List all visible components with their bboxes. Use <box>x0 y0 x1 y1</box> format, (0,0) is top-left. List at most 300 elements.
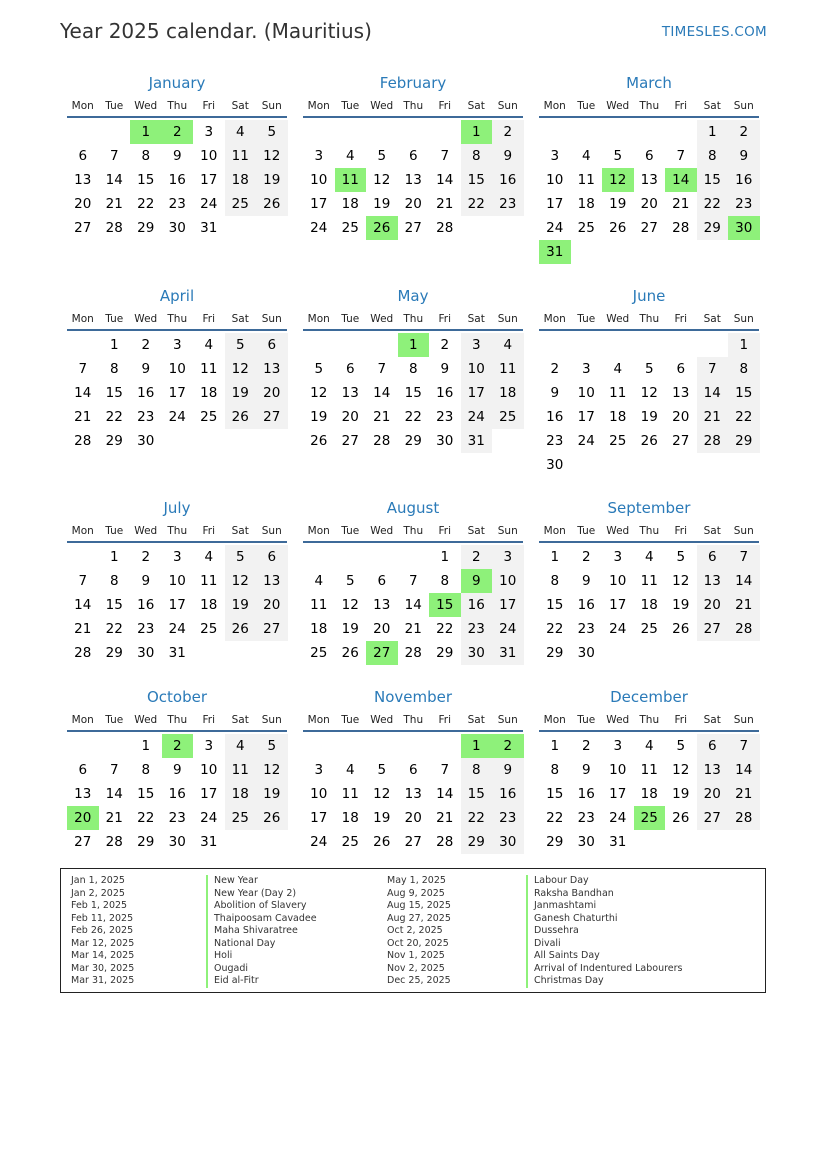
day-cell: 15 <box>697 168 729 192</box>
day-cell: 23 <box>168 196 186 212</box>
month-title: January <box>148 74 206 92</box>
weekday-label: Sun <box>261 714 282 726</box>
day-cell: 19 <box>256 168 288 192</box>
weekday-label: Sun <box>497 714 518 726</box>
day-cell: 28 <box>697 429 729 453</box>
weekday-label: Sun <box>261 525 282 537</box>
day-cell: 11 <box>577 172 595 188</box>
day-cell: 5 <box>225 333 257 357</box>
month-rule <box>539 541 759 543</box>
weekday-label: Sun <box>497 100 518 112</box>
day-cell: 5 <box>377 148 387 164</box>
weekday-label: Wed <box>606 714 630 726</box>
weekday-label: Fri <box>438 714 451 726</box>
day-cell: 4 <box>225 120 257 144</box>
day-cell: 11 <box>200 361 218 377</box>
day-cell: 5 <box>613 148 623 164</box>
weekday-header <box>303 713 523 727</box>
day-cell: 11 <box>200 573 218 589</box>
day-cell: 20 <box>697 782 729 806</box>
weekday-label: Wed <box>606 525 630 537</box>
weekday-label: Sun <box>733 525 754 537</box>
day-cell: 27 <box>256 617 288 641</box>
day-cell: 2 <box>728 120 760 144</box>
day-cell: 30 <box>461 641 493 665</box>
weekday-label: Wed <box>370 313 394 325</box>
holiday-name: Ganesh Chaturthi <box>526 913 618 926</box>
day-cell: 15 <box>404 385 422 401</box>
day-cell: 13 <box>404 172 422 188</box>
day-cell: 29 <box>137 220 155 236</box>
weekday-label: Wed <box>370 714 394 726</box>
holiday-name: Ougadi <box>206 963 248 976</box>
weekday-label: Sat <box>703 525 721 537</box>
day-cell: 22 <box>461 192 493 216</box>
day-cell: 29 <box>105 645 123 661</box>
month-title: March <box>626 74 672 92</box>
day-cell: 12 <box>640 385 658 401</box>
day-cell: 23 <box>577 810 595 826</box>
day-cell: 21 <box>672 196 690 212</box>
day-cell: 12 <box>373 172 391 188</box>
day-cell: 5 <box>256 120 288 144</box>
day-cell: 6 <box>676 361 686 377</box>
day-cell: 26 <box>640 433 658 449</box>
day-cell: 18 <box>609 409 627 425</box>
day-cell: 18 <box>200 597 218 613</box>
holiday-name: Maha Shivaratree <box>206 925 298 938</box>
day-cell: 15 <box>105 385 123 401</box>
day-cell: 11 <box>310 597 328 613</box>
day-cell: 16 <box>137 597 155 613</box>
day-cell: 2 <box>492 120 524 144</box>
day-cell: 13 <box>341 385 359 401</box>
weekday-label: Tue <box>105 313 124 325</box>
holiday-day-cell: 20 <box>67 806 99 830</box>
day-cell: 10 <box>168 573 186 589</box>
holiday-day-cell: 11 <box>335 168 367 192</box>
day-cell: 13 <box>373 597 391 613</box>
day-cell: 24 <box>200 810 218 826</box>
weekday-header <box>303 524 523 538</box>
day-cell: 2 <box>141 549 151 565</box>
day-cell: 27 <box>697 617 729 641</box>
day-cell: 21 <box>373 409 391 425</box>
weekday-label: Sat <box>703 100 721 112</box>
day-cell: 27 <box>404 220 422 236</box>
weekday-label: Mon <box>543 714 566 726</box>
day-cell: 5 <box>377 762 387 778</box>
holiday-name: Christmas Day <box>526 975 604 988</box>
day-cell: 3 <box>492 545 524 569</box>
day-cell: 5 <box>644 361 654 377</box>
day-cell: 23 <box>492 192 524 216</box>
holiday-name: Holi <box>206 950 232 963</box>
day-cell: 28 <box>436 834 454 850</box>
day-cell: 3 <box>581 361 591 377</box>
weekday-header <box>539 713 759 727</box>
day-cell: 9 <box>728 144 760 168</box>
day-cell: 18 <box>341 810 359 826</box>
day-cell: 20 <box>373 621 391 637</box>
day-cell: 8 <box>408 361 418 377</box>
day-cell: 22 <box>546 810 564 826</box>
weekday-label: Tue <box>577 525 596 537</box>
day-cell: 12 <box>373 786 391 802</box>
weekday-label: Wed <box>134 525 158 537</box>
day-cell: 25 <box>640 621 658 637</box>
day-cell: 4 <box>613 361 623 377</box>
weekday-label: Tue <box>577 714 596 726</box>
day-cell: 29 <box>404 433 422 449</box>
day-cell: 20 <box>640 196 658 212</box>
day-cell: 26 <box>225 405 257 429</box>
day-cell: 12 <box>256 144 288 168</box>
day-cell: 29 <box>461 830 493 854</box>
day-cell: 4 <box>644 549 654 565</box>
day-cell: 26 <box>341 645 359 661</box>
weekday-label: Fri <box>674 714 687 726</box>
day-cell: 18 <box>200 385 218 401</box>
day-cell: 6 <box>408 762 418 778</box>
day-cell: 25 <box>609 433 627 449</box>
day-cell: 7 <box>676 148 686 164</box>
day-cell: 19 <box>672 597 690 613</box>
day-cell: 12 <box>341 597 359 613</box>
weekday-label: Sat <box>231 100 249 112</box>
month-rule <box>303 541 523 543</box>
day-cell: 3 <box>204 124 214 140</box>
day-cell: 18 <box>640 597 658 613</box>
day-cell: 19 <box>609 196 627 212</box>
day-cell: 23 <box>546 433 564 449</box>
weekday-label: Mon <box>71 100 94 112</box>
day-cell: 2 <box>550 361 560 377</box>
day-cell: 16 <box>492 782 524 806</box>
month-rule <box>67 329 287 331</box>
day-cell: 10 <box>310 786 328 802</box>
weekday-label: Sat <box>231 313 249 325</box>
weekday-label: Wed <box>134 100 158 112</box>
day-cell: 15 <box>461 168 493 192</box>
day-cell: 10 <box>609 573 627 589</box>
day-cell: 20 <box>404 196 422 212</box>
day-cell: 14 <box>74 385 92 401</box>
weekday-header <box>303 312 523 326</box>
weekday-label: Thu <box>639 525 660 537</box>
day-cell: 25 <box>200 409 218 425</box>
day-cell: 13 <box>74 786 92 802</box>
day-cell: 13 <box>74 172 92 188</box>
weekday-label: Thu <box>403 100 424 112</box>
day-cell: 24 <box>609 621 627 637</box>
month-rule <box>303 329 523 331</box>
weekday-label: Sat <box>467 313 485 325</box>
day-cell: 2 <box>461 545 493 569</box>
weekday-label: Fri <box>674 100 687 112</box>
day-cell: 26 <box>225 617 257 641</box>
weekday-label: Mon <box>543 313 566 325</box>
day-cell: 7 <box>440 148 450 164</box>
day-cell: 11 <box>640 573 658 589</box>
month-title: April <box>159 287 195 305</box>
day-cell: 24 <box>492 617 524 641</box>
day-cell: 25 <box>200 621 218 637</box>
day-cell: 31 <box>461 429 493 453</box>
day-cell: 11 <box>609 385 627 401</box>
day-cell: 4 <box>345 148 355 164</box>
day-cell: 30 <box>546 457 564 473</box>
day-cell: 31 <box>492 641 524 665</box>
holiday-date: Mar 31, 2025 <box>71 975 135 986</box>
month-title: September <box>607 499 691 517</box>
day-cell: 1 <box>728 333 760 357</box>
day-cell: 12 <box>225 569 257 593</box>
day-cell: 17 <box>577 409 595 425</box>
day-cell: 15 <box>105 597 123 613</box>
day-cell: 13 <box>404 786 422 802</box>
weekday-label: Sat <box>703 714 721 726</box>
day-cell: 22 <box>404 409 422 425</box>
day-cell: 28 <box>105 220 123 236</box>
day-cell: 24 <box>577 433 595 449</box>
weekday-label: Tue <box>341 313 360 325</box>
day-cell: 8 <box>728 357 760 381</box>
day-cell: 7 <box>78 361 88 377</box>
weekday-label: Fri <box>438 525 451 537</box>
day-cell: 17 <box>609 786 627 802</box>
month-rule <box>303 116 523 118</box>
day-cell: 3 <box>314 762 324 778</box>
day-cell: 6 <box>256 545 288 569</box>
day-cell: 29 <box>105 433 123 449</box>
weekday-label: Mon <box>71 714 94 726</box>
day-cell: 5 <box>314 361 324 377</box>
day-cell: 18 <box>310 621 328 637</box>
day-cell: 13 <box>640 172 658 188</box>
day-cell: 20 <box>672 409 690 425</box>
holiday-day-cell: 25 <box>634 806 666 830</box>
weekday-label: Fri <box>202 100 215 112</box>
day-cell: 13 <box>256 569 288 593</box>
day-cell: 6 <box>408 148 418 164</box>
day-cell: 17 <box>168 385 186 401</box>
holiday-day-cell: 26 <box>366 216 398 240</box>
day-cell: 24 <box>200 196 218 212</box>
month-rule <box>67 541 287 543</box>
weekday-label: Mon <box>307 100 330 112</box>
day-cell: 6 <box>256 333 288 357</box>
day-cell: 21 <box>728 593 760 617</box>
weekday-label: Tue <box>341 525 360 537</box>
day-cell: 22 <box>436 621 454 637</box>
day-cell: 1 <box>697 120 729 144</box>
holiday-name: Thaipoosam Cavadee <box>206 913 317 926</box>
day-cell: 20 <box>256 593 288 617</box>
holiday-name: All Saints Day <box>526 950 600 963</box>
day-cell: 31 <box>168 645 186 661</box>
weekday-label: Tue <box>341 714 360 726</box>
day-cell: 7 <box>377 361 387 377</box>
weekday-label: Sun <box>733 100 754 112</box>
day-cell: 28 <box>436 220 454 236</box>
day-cell: 20 <box>256 381 288 405</box>
weekday-label: Mon <box>71 525 94 537</box>
weekday-header <box>539 524 759 538</box>
day-cell: 4 <box>204 549 214 565</box>
day-cell: 9 <box>581 573 591 589</box>
weekday-label: Sat <box>231 714 249 726</box>
day-cell: 16 <box>461 593 493 617</box>
weekday-header <box>67 99 287 113</box>
weekday-header <box>539 99 759 113</box>
day-cell: 25 <box>577 220 595 236</box>
day-cell: 27 <box>341 433 359 449</box>
day-cell: 27 <box>672 433 690 449</box>
day-cell: 20 <box>404 810 422 826</box>
weekday-label: Thu <box>167 100 188 112</box>
month-title: November <box>373 688 453 706</box>
day-cell: 24 <box>461 405 493 429</box>
day-cell: 13 <box>256 357 288 381</box>
day-cell: 27 <box>640 220 658 236</box>
day-cell: 14 <box>105 786 123 802</box>
holiday-day-cell: 14 <box>665 168 697 192</box>
day-cell: 11 <box>225 144 257 168</box>
day-cell: 22 <box>728 405 760 429</box>
site-link[interactable]: TIMESLES.COM <box>661 24 767 40</box>
day-cell: 21 <box>105 196 123 212</box>
page-title: Year 2025 calendar. (Mauritius) <box>60 19 372 43</box>
month-rule <box>539 730 759 732</box>
holiday-name: New Year (Day 2) <box>206 888 296 901</box>
weekday-label: Mon <box>307 525 330 537</box>
day-cell: 19 <box>341 621 359 637</box>
day-cell: 27 <box>256 405 288 429</box>
day-cell: 8 <box>109 573 119 589</box>
day-cell: 24 <box>168 621 186 637</box>
weekday-label: Tue <box>105 100 124 112</box>
holiday-day-cell: 1 <box>398 333 430 357</box>
day-cell: 18 <box>341 196 359 212</box>
day-cell: 8 <box>141 148 151 164</box>
day-cell: 30 <box>492 830 524 854</box>
day-cell: 10 <box>609 762 627 778</box>
day-cell: 22 <box>137 810 155 826</box>
holiday-date: Mar 14, 2025 <box>71 950 135 961</box>
day-cell: 30 <box>436 433 454 449</box>
day-cell: 8 <box>461 144 493 168</box>
day-cell: 10 <box>461 357 493 381</box>
holiday-day-cell: 1 <box>130 120 162 144</box>
weekday-label: Thu <box>403 714 424 726</box>
month-title: October <box>146 688 208 706</box>
day-cell: 24 <box>310 834 328 850</box>
day-cell: 9 <box>141 361 151 377</box>
day-cell: 21 <box>436 196 454 212</box>
holiday-name: Janmashtami <box>526 900 596 913</box>
day-cell: 3 <box>314 148 324 164</box>
day-cell: 27 <box>74 220 92 236</box>
day-cell: 4 <box>581 148 591 164</box>
day-cell: 27 <box>697 806 729 830</box>
day-cell: 31 <box>200 834 218 850</box>
day-cell: 18 <box>640 786 658 802</box>
day-cell: 24 <box>168 409 186 425</box>
day-cell: 13 <box>697 758 729 782</box>
day-cell: 17 <box>200 786 218 802</box>
day-cell: 22 <box>697 192 729 216</box>
weekday-label: Sat <box>467 714 485 726</box>
day-cell: 15 <box>137 786 155 802</box>
holiday-day-cell: 27 <box>366 641 398 665</box>
day-cell: 14 <box>697 381 729 405</box>
day-cell: 26 <box>672 621 690 637</box>
month-title: August <box>386 499 440 517</box>
day-cell: 26 <box>310 433 328 449</box>
day-cell: 25 <box>310 645 328 661</box>
month-rule <box>67 116 287 118</box>
day-cell: 13 <box>697 569 729 593</box>
day-cell: 3 <box>550 148 560 164</box>
day-cell: 11 <box>341 786 359 802</box>
day-cell: 23 <box>492 806 524 830</box>
day-cell: 21 <box>404 621 422 637</box>
day-cell: 8 <box>461 758 493 782</box>
day-cell: 1 <box>109 549 119 565</box>
holiday-day-cell: 30 <box>728 216 760 240</box>
holiday-name: Labour Day <box>526 875 589 888</box>
day-cell: 7 <box>408 573 418 589</box>
day-cell: 9 <box>172 762 182 778</box>
day-cell: 29 <box>137 834 155 850</box>
day-cell: 30 <box>577 834 595 850</box>
day-cell: 29 <box>728 429 760 453</box>
holiday-date: May 1, 2025 <box>387 875 446 886</box>
day-cell: 16 <box>728 168 760 192</box>
holiday-name: Abolition of Slavery <box>206 900 307 913</box>
day-cell: 12 <box>672 573 690 589</box>
month-title: February <box>379 74 447 92</box>
day-cell: 17 <box>168 597 186 613</box>
day-cell: 16 <box>168 172 186 188</box>
holiday-date: Oct 20, 2025 <box>387 937 449 949</box>
holiday-day-cell: 12 <box>602 168 634 192</box>
weekday-label: Wed <box>370 100 394 112</box>
day-cell: 6 <box>78 762 88 778</box>
day-cell: 22 <box>105 409 123 425</box>
day-cell: 23 <box>728 192 760 216</box>
day-cell: 16 <box>577 597 595 613</box>
day-cell: 29 <box>546 645 564 661</box>
day-cell: 19 <box>225 593 257 617</box>
weekday-label: Sun <box>261 100 282 112</box>
month-rule <box>303 730 523 732</box>
day-cell: 28 <box>728 617 760 641</box>
day-cell: 11 <box>640 762 658 778</box>
weekday-header <box>67 524 287 538</box>
day-cell: 23 <box>461 617 493 641</box>
day-cell: 4 <box>492 333 524 357</box>
weekday-label: Wed <box>606 313 630 325</box>
day-cell: 26 <box>373 834 391 850</box>
weekday-label: Sun <box>733 714 754 726</box>
weekday-label: Fri <box>438 313 451 325</box>
holiday-name: Divali <box>526 938 561 951</box>
day-cell: 25 <box>492 405 524 429</box>
weekday-label: Thu <box>403 525 424 537</box>
day-cell: 31 <box>200 220 218 236</box>
